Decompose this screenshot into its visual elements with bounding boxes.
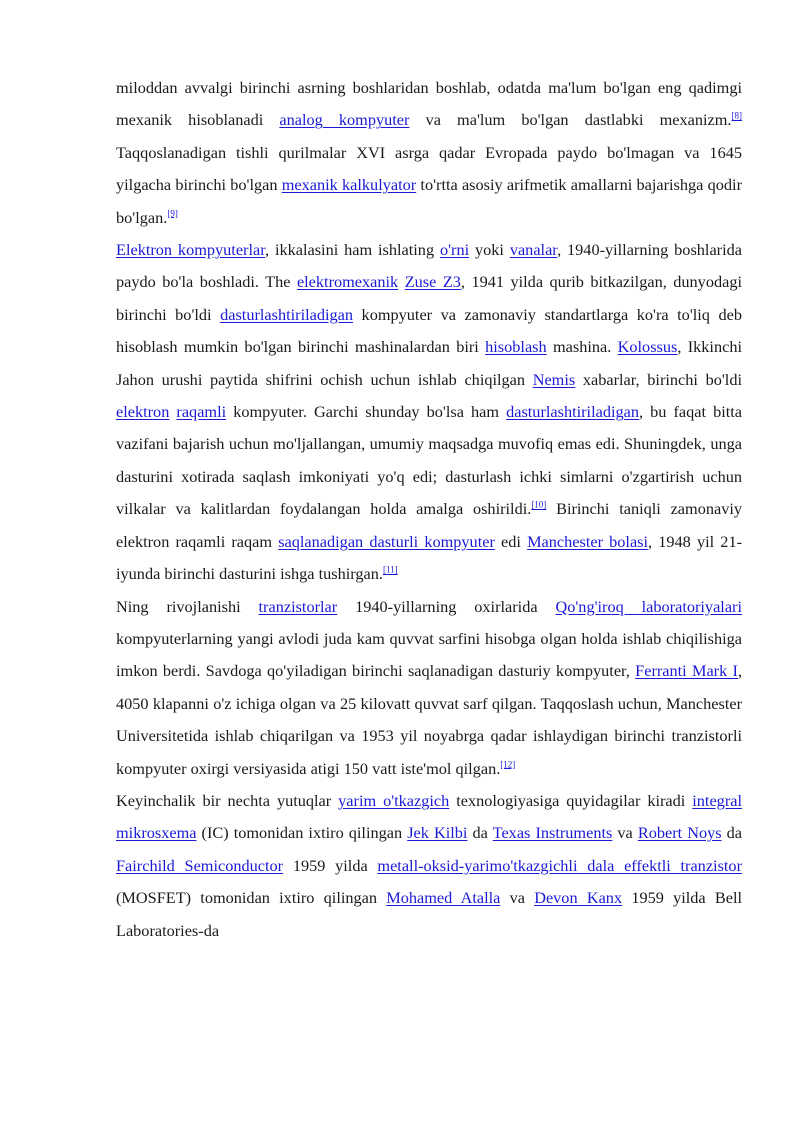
ref-12 [500,759,515,769]
text-run: texnologiyasiga quyidagilar kiradi [449,790,693,810]
text-run: da [721,823,743,843]
link-jek-kilbi[interactable]: Jek Kilbi [407,823,468,843]
link-analog-kompyuter[interactable]: analog kompyuter [279,110,410,130]
text-run: to'rtta asosiy arifmetik amallarni bajarishga qodir bo'lgan. [116,175,743,227]
text-run: 1959 yilda Bell Laboratories-da [116,888,743,940]
link-texas-instruments[interactable]: Texas Instruments [492,823,613,843]
text-run: xabarlar, birinchi bo'ldi [575,369,742,389]
text-run: yoki [469,240,510,260]
link-dasturlashtiriladigan-2[interactable]: dasturlashtiriladigan [506,402,640,422]
paragraph-transistors [116,591,742,785]
text-run: kompyuter. Garchi shunday bo'lsa ham [226,402,507,422]
link-qongiroq-laboratoriyalari[interactable]: Qo'ng'iroq laboratoriyalari [555,596,742,616]
text-run: Keyinchalik bir nechta yutuqlar [116,790,339,810]
text-run: Taqqoslanadigan tishli qurilmalar XVI asrga qadar Evropada paydo bo'lmagan va 1645 yilgacha birinchi bo'lgan [116,142,742,195]
text-run: va ma'lum bo'lgan dastlabki mexanizm. [409,110,732,130]
text-run: , 4050 klapanni o'z ichiga olgan va 25 kilovatt quvvat sarf qilgan. Taqqoslash uchun, Manchester Universitetida ishlab chiqarilgan va 1953 yil noyabrga qadar ishlaydigan birinchi tranzistorli kompyuter oxirgi versiyasida atigi 150 vatt iste'mol qilgan. [116,661,743,778]
link-tranzistorlar[interactable]: tranzistorlar [258,596,338,616]
text-run: (MOSFET) tomonidan ixtiro qilingan [116,888,387,908]
text-run: 1940-yillarning oxirlarida [337,596,556,616]
link-hisoblash[interactable]: hisoblash [485,337,547,357]
ref-9 [167,208,178,218]
link-vanalar[interactable]: vanalar [509,240,558,260]
link-mohamed-atalla[interactable]: Mohamed Atalla [386,888,501,908]
link-elektron[interactable]: elektron [116,402,170,422]
paragraph-electronic-computers [116,234,742,590]
link-dasturlashtiriladigan-1[interactable]: dasturlashtiriladigan [220,304,354,324]
link-zuse-z3[interactable]: Zuse Z3 [404,272,461,292]
text-run: Birinchi taniqli zamonaviy elektron raqamli raqam [116,499,743,551]
text-run: , 1941 yilda qurib bitkazilgan, dunyodagi birinchi bo'ldi [116,272,742,324]
text-run: , 1948 yil 21-iyunda birinchi dasturini ishga tushirgan. [116,531,743,584]
link-yarim-otkazgich[interactable]: yarim o'tkazgich [338,790,450,810]
paragraph-integrated-circuits [116,785,742,947]
text-run: edi [494,531,528,551]
link-orni[interactable]: o'rni [439,240,470,260]
text-run: , 1940-yillarning boshlarida paydo bo'la boshladi. The [116,240,742,292]
ref-11-link[interactable]: [11] [382,564,398,575]
ref-8-link[interactable]: [8] [731,110,742,121]
text-run: , ikkalasini ham ishlating [265,240,440,260]
link-mosfet[interactable]: metall-oksid-yarimo'tkazgichli dala effektli tranzistor [377,855,742,875]
link-ferranti-mark-i[interactable]: Ferranti Mark I [635,661,738,681]
text-run: , Ikkinchi Jahon urushi paytida shifrini ochish uchun ishlab chiqilgan [116,337,742,389]
link-kolossus[interactable]: Kolossus [617,337,678,357]
link-mexanik-kalkulyator[interactable]: mexanik kalkulyator [281,175,417,195]
link-robert-noys[interactable]: Robert Noys [637,823,722,843]
text-run: kompyuterlarning yangi avlodi juda kam quvvat sarfini hisobga olgan holda ishlab chiqilishiga imkon berdi. Savdoga qo'yiladigan birinchi saqlanadigan dasturiy kompyuter, [116,628,742,681]
text-run: va [612,823,638,843]
link-nemis[interactable]: Nemis [532,369,576,389]
link-raqamli[interactable]: raqamli [176,402,227,422]
text-run: , bu faqat bitta vazifani bajarish uchun mo'ljallangan, umumiy maqsadga muvofiq emas edi. Shuningdek, unga dasturini xotirada saqlash imkoniyati yo'q edi; dasturlash ichki simlarni o'zgartirish uchun vilkalar va kalitlardan foydalangan holda amalga oshirildi. [116,402,743,519]
text-run: da [467,823,493,843]
link-elektromexanik[interactable]: elektromexanik [296,272,399,292]
link-manchester-bolasi[interactable]: Manchester bolasi [527,531,649,551]
text-run: Ning rivojlanishi [116,596,259,616]
text-run: 1959 yilda [283,855,378,875]
ref-12-link[interactable]: [12] [500,759,516,770]
text-run: miloddan avvalgi birinchi asrning boshlaridan boshlab, odatda ma'lum bo'lgan eng qadimgi mexanik hisoblanadi [116,78,742,130]
ref-8 [732,111,743,121]
document-page [116,72,742,947]
ref-10-link[interactable]: [10] [531,499,547,510]
ref-11 [383,565,398,575]
text-run: kompyuter va zamonaviy standartlarga ko'ra to'liq deb hisoblash mumkin bo'lgan birinchi mashinalardan biri [116,304,742,357]
ref-9-link[interactable]: [9] [167,208,178,219]
link-elektron-kompyuterlar[interactable]: Elektron kompyuterlar [116,240,265,260]
text-run: mashina. [546,337,618,357]
text-run: (IC) tomonidan ixtiro qilingan [196,823,408,843]
paragraph-analog-computers [116,72,742,234]
link-saqlanadigan-dasturli-kompyuter[interactable]: saqlanadigan dasturli kompyuter [278,531,495,551]
link-fairchild-semiconductor[interactable]: Fairchild Semiconductor [116,855,284,875]
link-devon-kanx[interactable]: Devon Kanx [534,888,623,908]
ref-10 [531,500,546,510]
text-run: va [500,888,535,908]
link-integral-mikrosxema[interactable]: integral mikrosxema [116,790,742,843]
